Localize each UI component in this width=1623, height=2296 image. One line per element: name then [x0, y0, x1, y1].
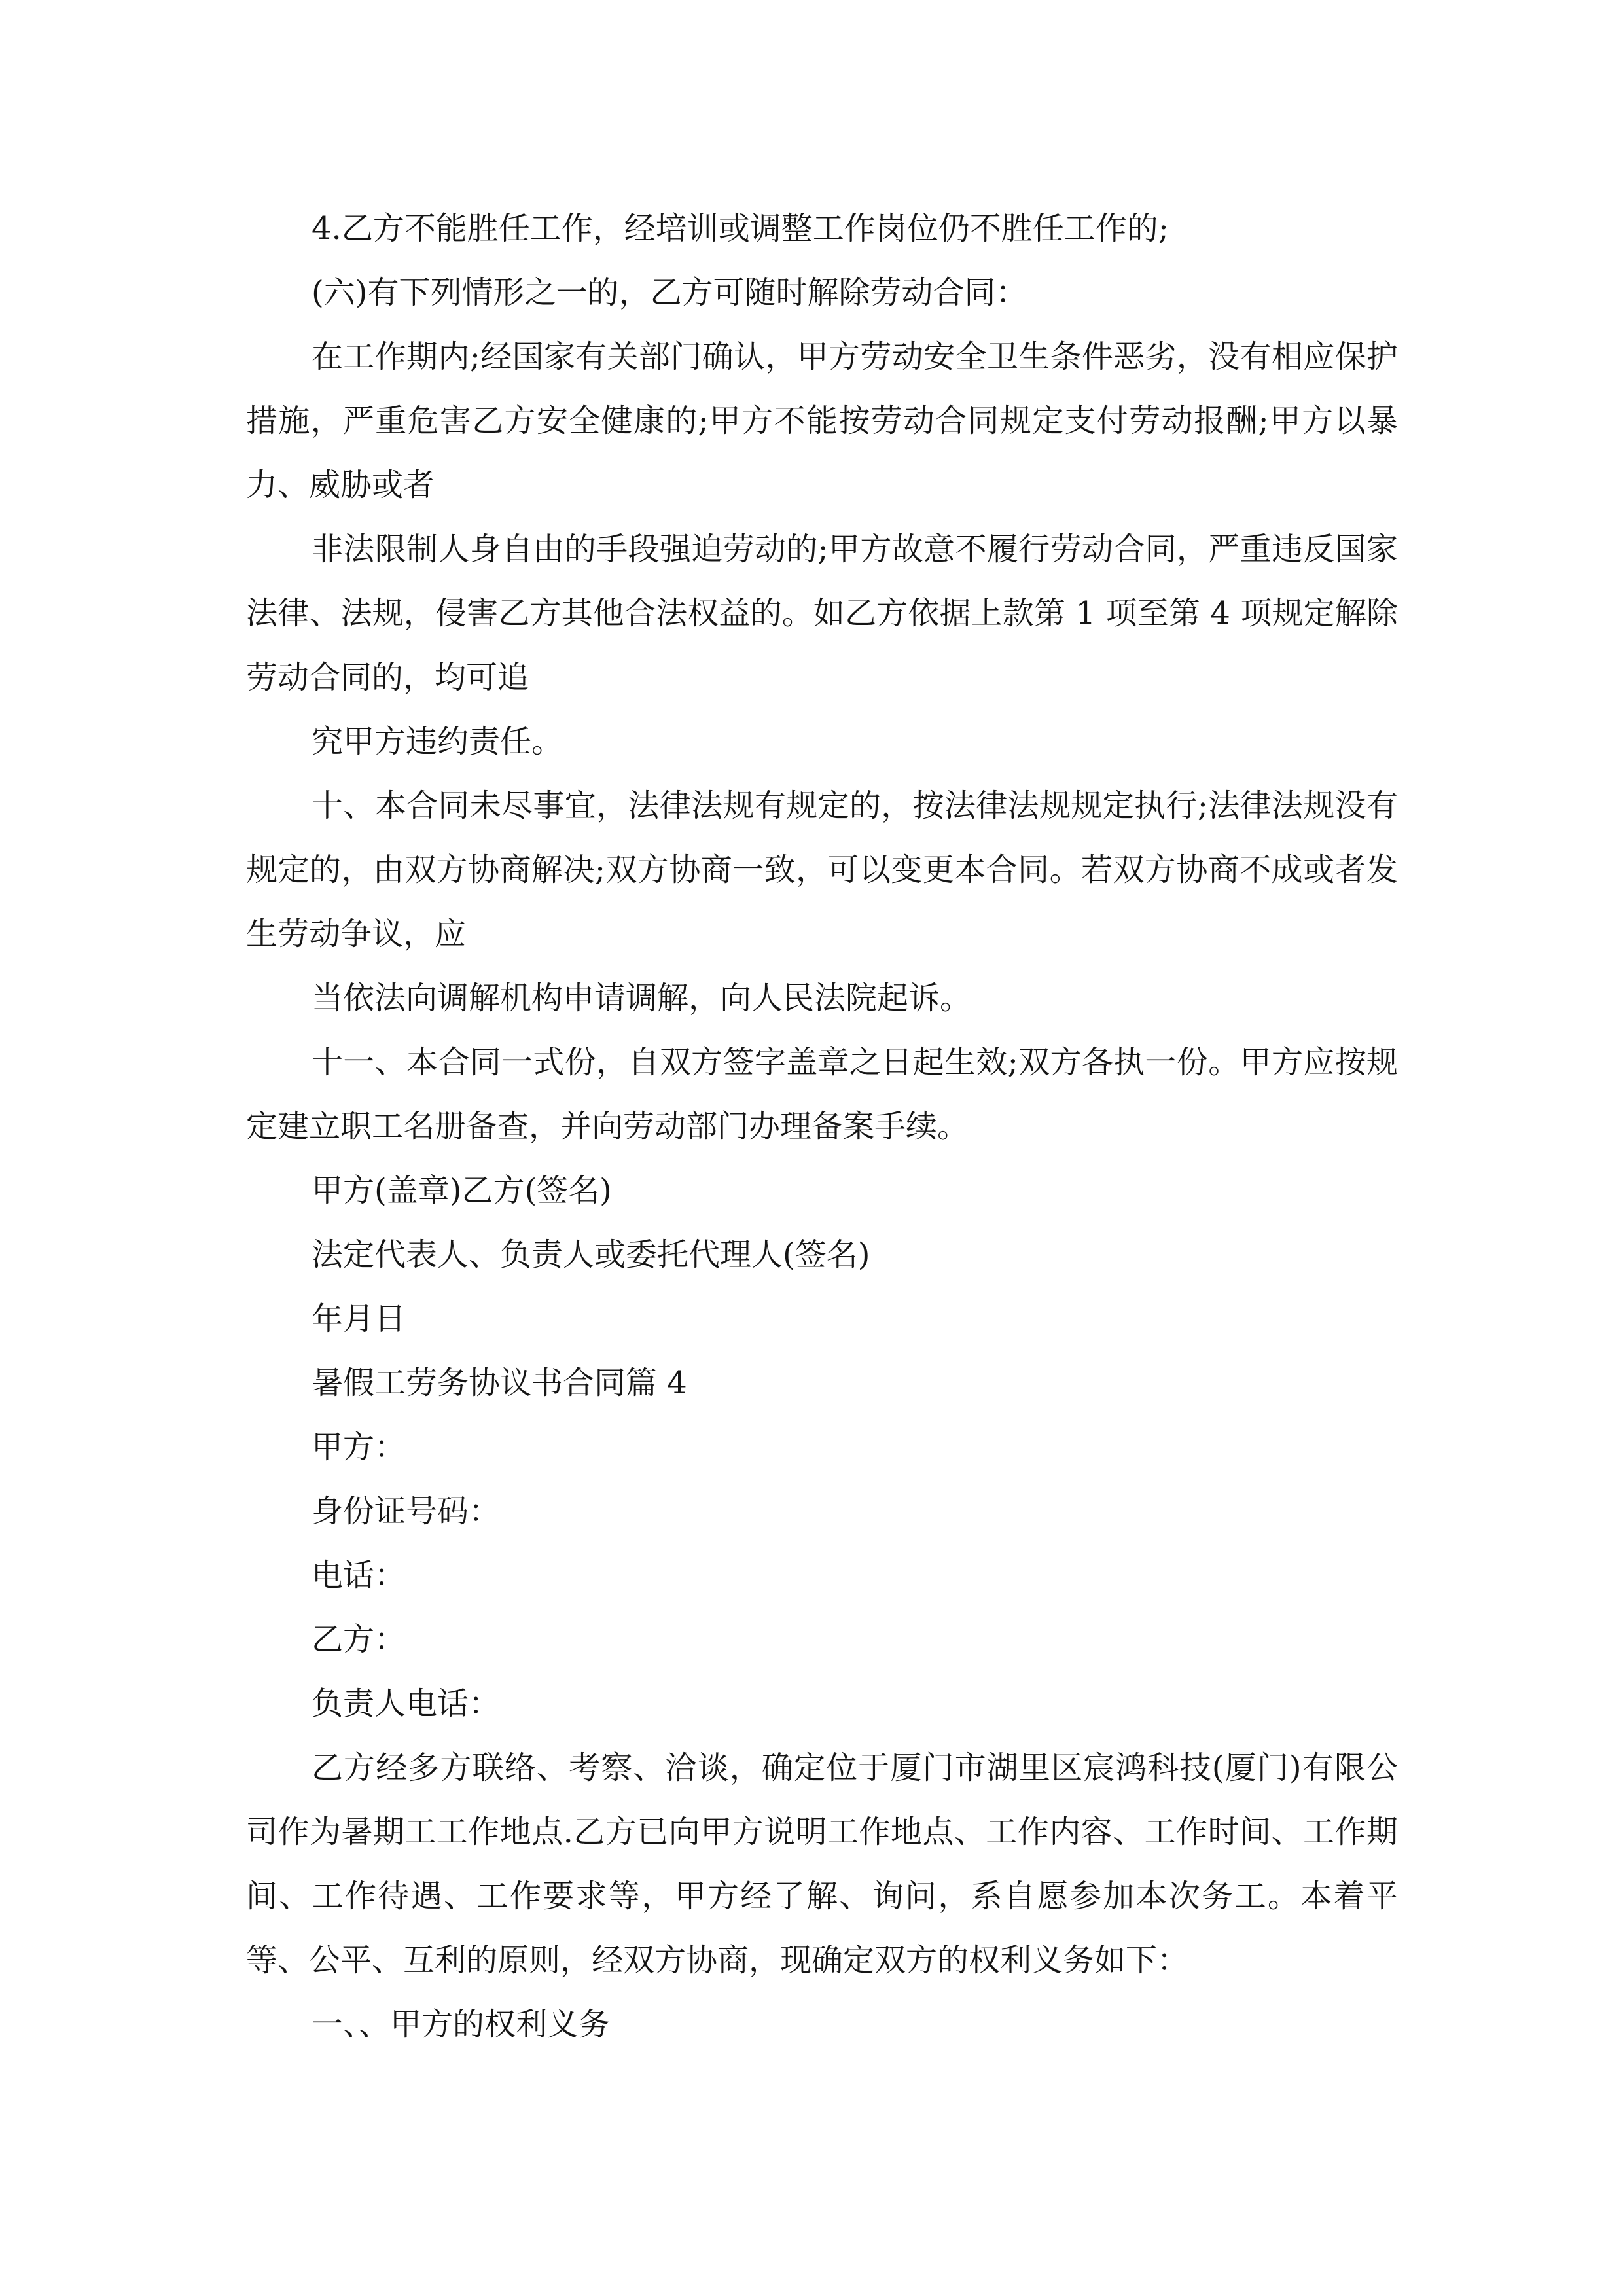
paragraph-termination-conditions: 在工作期内;经国家有关部门确认，甲方劳动安全卫生条件恶劣，没有相应保护措施，严重危害乙方安全健康的;甲方不能按劳动合同规定支付劳动报酬;甲方以暴力、威胁或者: [246, 338, 1398, 503]
paragraph-mediation: 当依法向调解机构申请调解，向人民法院起诉。: [312, 980, 972, 1016]
paragraph-section-6: (六)有下列情形之一的，乙方可随时解除劳动合同：: [312, 274, 1027, 311]
paragraph-item-4: 4.乙方不能胜任工作，经培训或调整工作岗位仍不胜任工作的;: [312, 210, 1169, 247]
party-b-label: 乙方：: [312, 1621, 406, 1658]
manager-phone-label: 负责人电话：: [312, 1685, 501, 1722]
paragraph-section-11: 十一、本合同一式份，自双方签字盖章之日起生效;双方各执一份。甲方应按规定建立职工名册备查，并向劳动部门办理备案手续。: [246, 1044, 1398, 1145]
document-body: [246, 196, 1398, 2056]
paragraph-section-10: 十、本合同未尽事宜，法律法规有规定的，按法律法规规定执行;法律法规没有规定的，由双方协商解决;双方协商一致，可以变更本合同。若双方协商不成或者发生劳动争议，应: [246, 787, 1398, 952]
signature-line-representative: 法定代表人、负责人或委托代理人(签名): [312, 1236, 870, 1273]
signature-date: 年月日: [312, 1300, 406, 1337]
phone-label: 电话：: [312, 1557, 406, 1594]
paragraph-party-a-rights: 一、、甲方的权利义务: [312, 2006, 611, 2043]
paragraph-illegal-restriction: 非法限制人身自由的手段强迫劳动的;甲方故意不履行劳动合同，严重违反国家法律、法规，侵害乙方其他合法权益的。如乙方依据上款第 1 项至第 4 项规定解除劳动合同的，均可追: [246, 531, 1398, 696]
section-title: 暑假工劳务协议书合同篇 4: [312, 1365, 687, 1401]
paragraph-agreement-intro: 乙方经多方联络、考察、洽谈，确定位于厦门市湖里区宸鸿科技(厦门)有限公司作为暑期工工作地点.乙方已向甲方说明工作地点、工作内容、工作时间、工作期间、工作待遇、工作要求等，甲方经了解、询问，系自愿参加本次务工。本着平等、公平、互利的原则，经双方协商，现确定双方的权利义务如下：: [246, 1749, 1398, 1979]
party-a-label: 甲方：: [312, 1429, 406, 1465]
signature-line-parties: 甲方(盖章)乙方(签名): [312, 1172, 612, 1209]
paragraph-liability: 究甲方违约责任。: [312, 723, 563, 760]
id-number-label: 身份证号码：: [312, 1493, 501, 1530]
